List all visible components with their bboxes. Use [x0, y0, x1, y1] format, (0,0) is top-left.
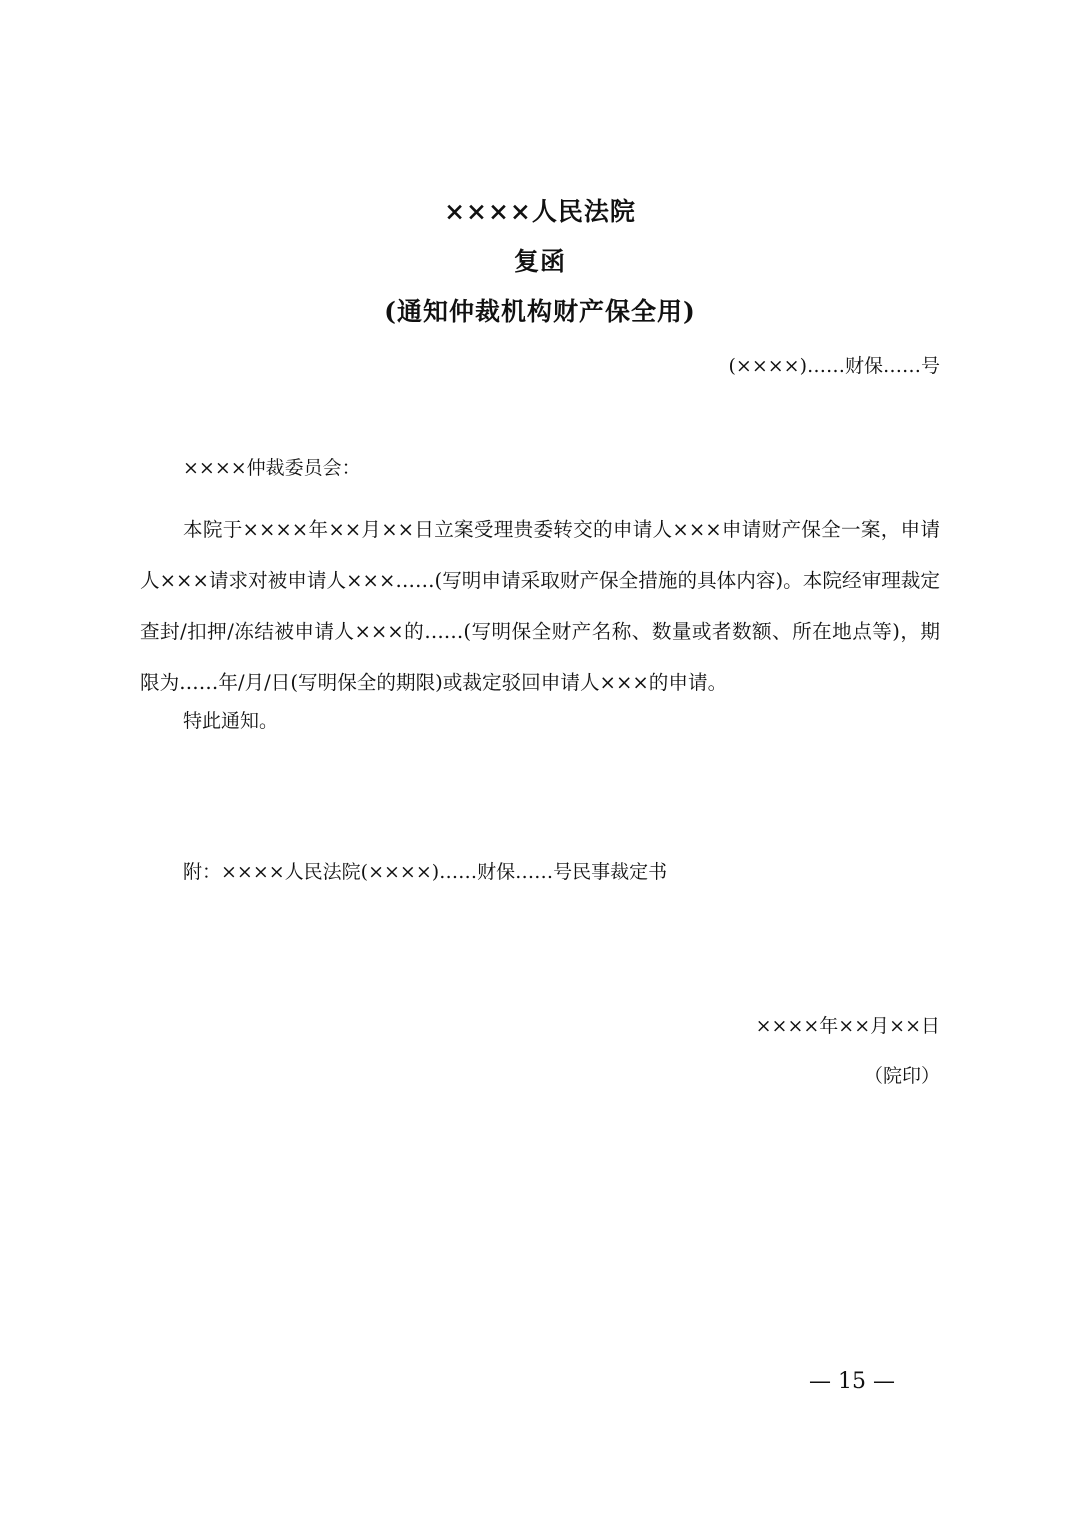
court-name: ××××人民法院	[444, 197, 636, 226]
closing-phrase: 特此通知。	[183, 710, 279, 732]
issue-date: ××××年××月××日	[755, 1015, 940, 1037]
court-seal-note: （院印）	[863, 1065, 940, 1087]
addressee: ××××仲裁委员会：	[183, 457, 361, 479]
page-number: — 15 —	[809, 1369, 895, 1394]
document-type: 复函	[513, 247, 566, 276]
letter-body: 本院于××××年××月××日立案受理贵委转交的申请人×××申请财产保全一案，申请人×××请求对被申请人×××……(写明申请采取财产保全措施的具体内容)。本院经审理裁定查封/扣押/冻结被申请人×××的……(写明保全财产名称、数量或者数额、所在地点等)，期限为……年/月/日(写明保全的期限)或裁定驳回申请人×××的申请。	[140, 518, 940, 694]
document-subtitle: (通知仲裁机构财产保全用)	[384, 297, 696, 326]
attachment-note: 附：××××人民法院(××××)……财保……号民事裁定书	[183, 861, 668, 883]
document-number: (××××)……财保……号	[728, 355, 940, 377]
